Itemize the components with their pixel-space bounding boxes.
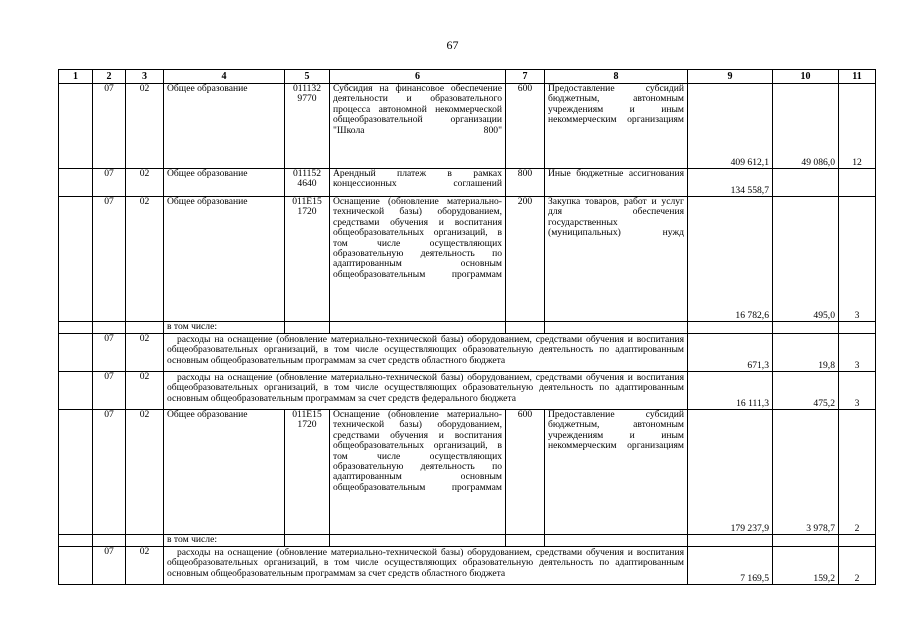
amount-total: 7 169,5 [688, 547, 773, 585]
subsection-code: 02 [126, 197, 164, 322]
header-cell: 4 [164, 70, 285, 84]
section-code: 07 [93, 410, 126, 535]
table-row [59, 547, 876, 585]
amount-total: 409 612,1 [688, 84, 773, 169]
subsection-code: 02 [126, 372, 164, 410]
header-cell: 11 [839, 70, 876, 84]
amount-total: 16 782,6 [688, 197, 773, 322]
including-note: в том числе: [164, 535, 285, 547]
expense-type-name: Предоставление субсидий бюджетным, автономным учреждениям и иным некоммерческим организациям [545, 410, 688, 535]
subsection-name: Общее образование [164, 410, 285, 535]
section-code: 07 [93, 334, 126, 372]
table-row-note [59, 535, 876, 547]
target-article-name: Оснащение (обновление материально-технической базы) оборудованием, средствами обучения и воспитания общеобразовательных организаций, в том числе осуществляющих образовательную деятельность по адаптированным основным общеобразовательным программам [330, 197, 506, 322]
header-cell: 3 [126, 70, 164, 84]
table-row [59, 84, 876, 169]
amount-total: 671,3 [688, 334, 773, 372]
section-code: 07 [93, 547, 126, 585]
amount-second: 3 978,7 [773, 410, 839, 535]
target-article-name: Арендный платеж в рамках концессионных соглашений [330, 169, 506, 197]
section-code: 07 [93, 197, 126, 322]
subsection-name: Общее образование [164, 169, 285, 197]
subsection-code: 02 [126, 410, 164, 535]
amount-third: 3 [839, 197, 876, 322]
amount-total: 179 237,9 [688, 410, 773, 535]
target-article-code: 011E15 1720 [285, 197, 330, 322]
subsection-code: 02 [126, 84, 164, 169]
amount-third: 3 [839, 334, 876, 372]
expense-description: расходы на оснащение (обновление материально-технической базы) оборудованием, средствами обучения и воспитания общеобразовательных организаций, в том числе осуществляющих образовательную деятельность по адаптированным основным общеобразовательным программам за счет средств областного бюджета [164, 547, 688, 585]
table-row [59, 372, 876, 410]
header-cell: 6 [330, 70, 506, 84]
header-cell: 8 [545, 70, 688, 84]
section-code: 07 [93, 84, 126, 169]
expense-type-code: 600 [506, 84, 545, 169]
table-row [59, 410, 876, 535]
page-number: 67 [446, 38, 459, 52]
section-code: 07 [93, 169, 126, 197]
expense-type-code: 800 [506, 169, 545, 197]
amount-second: 159,2 [773, 547, 839, 585]
amount-third: 2 [839, 410, 876, 535]
table-row [59, 334, 876, 372]
subsection-code: 02 [126, 169, 164, 197]
subsection-code: 02 [126, 334, 164, 372]
amount-total: 16 111,3 [688, 372, 773, 410]
table-row-note [59, 322, 876, 334]
header-cell: 2 [93, 70, 126, 84]
target-article-code: 011152 4640 [285, 169, 330, 197]
amount-second: 49 086,0 [773, 84, 839, 169]
amount-third: 2 [839, 547, 876, 585]
target-article-name: Субсидия на финансовое обеспечение деятельности и образовательного процесса автономной некоммерческой общеобразовательной организации "Школа 800" [330, 84, 506, 169]
amount-second [773, 169, 839, 197]
expense-type-name: Закупка товаров, работ и услуг для обеспечения государственных (муниципальных) нужд [545, 197, 688, 322]
table-row [59, 169, 876, 197]
expense-description: расходы на оснащение (обновление материально-технической базы) оборудованием, средствами обучения и воспитания общеобразовательных организаций, в том числе осуществляющих образовательную деятельность по адаптированным основным общеобразовательным программам за счет средств областного бюджета [164, 334, 688, 372]
subsection-name: Общее образование [164, 84, 285, 169]
amount-second: 19,8 [773, 334, 839, 372]
target-article-code: 011132 9770 [285, 84, 330, 169]
amount-second: 495,0 [773, 197, 839, 322]
header-cell: 7 [506, 70, 545, 84]
expense-type-code: 200 [506, 197, 545, 322]
amount-third: 3 [839, 372, 876, 410]
target-article-code: 011E15 1720 [285, 410, 330, 535]
header-cell: 10 [773, 70, 839, 84]
expense-type-code: 600 [506, 410, 545, 535]
header-cell: 1 [59, 70, 93, 84]
table-row [59, 197, 876, 322]
section-code: 07 [93, 372, 126, 410]
amount-third [839, 169, 876, 197]
including-note: в том числе: [164, 322, 285, 334]
expense-type-name: Предоставление субсидий бюджетным, автономным учреждениям и иным некоммерческим организациям [545, 84, 688, 169]
header-row [59, 70, 876, 84]
budget-table [58, 69, 876, 585]
amount-second: 475,2 [773, 372, 839, 410]
amount-third: 12 [839, 84, 876, 169]
expense-description: расходы на оснащение (обновление материально-технической базы) оборудованием, средствами обучения и воспитания общеобразовательных организаций, в том числе осуществляющих образовательную деятельность по адаптированным основным общеобразовательным программам за счет средств федерального бюджета [164, 372, 688, 410]
header-cell: 5 [285, 70, 330, 84]
amount-total: 134 558,7 [688, 169, 773, 197]
target-article-name: Оснащение (обновление материально-технической базы) оборудованием, средствами обучения и воспитания общеобразовательных организаций, в том числе осуществляющих образовательную деятельность по адаптированным основным общеобразовательным программам [330, 410, 506, 535]
header-cell: 9 [688, 70, 773, 84]
subsection-code: 02 [126, 547, 164, 585]
subsection-name: Общее образование [164, 197, 285, 322]
expense-type-name: Иные бюджетные ассигнования [545, 169, 688, 197]
